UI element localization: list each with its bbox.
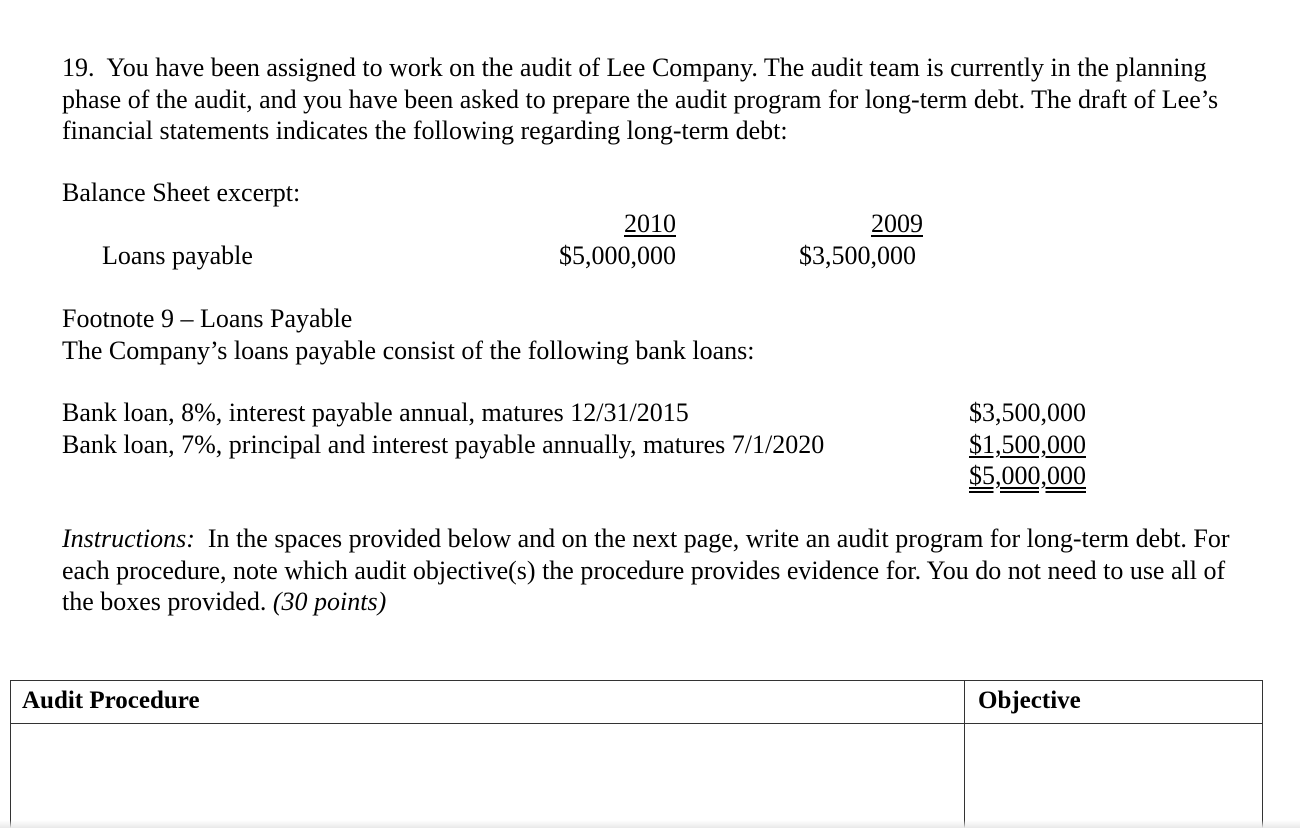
loans-total: $5,000,000 — [969, 461, 1086, 490]
balance-sheet-year-2010: 2010 — [624, 209, 676, 238]
balance-sheet-value-2010: $5,000,000 — [559, 241, 676, 270]
loan-amount: $1,500,000 — [969, 430, 1086, 459]
footnote-intro: The Company’s loans payable consist of the following bank loans: — [62, 336, 755, 365]
instructions-label: Instructions: — [62, 524, 195, 553]
audit-program-table — [10, 680, 1263, 828]
balance-sheet-year-2009: 2009 — [871, 209, 923, 238]
question-paragraph — [62, 52, 1262, 147]
loan-description: Bank loan, 8%, interest payable annual, matures 12/31/2015 — [62, 398, 689, 427]
balance-sheet-row-label: Loans payable — [102, 241, 253, 270]
table-header-divider — [11, 723, 1262, 724]
bottom-edge-shadow — [0, 820, 1300, 828]
column-header-objective: Objective — [978, 687, 1081, 714]
question-number: 19. — [62, 53, 95, 82]
loan-amount: $3,500,000 — [969, 398, 1086, 427]
instructions-points: (30 points) — [272, 587, 387, 616]
column-header-audit-procedure: Audit Procedure — [22, 687, 200, 714]
objective-cell[interactable] — [966, 725, 1262, 828]
balance-sheet-heading: Balance Sheet excerpt: — [62, 178, 301, 207]
loan-description: Bank loan, 7%, principal and interest payable annually, matures 7/1/2020 — [62, 430, 825, 459]
footnote-title: Footnote 9 – Loans Payable — [62, 304, 353, 333]
balance-sheet-value-2009: $3,500,000 — [799, 241, 916, 270]
procedure-cell[interactable] — [11, 725, 963, 828]
instructions-text: In the spaces provided below and on the next page, write an audit program for long-term debt. For each procedure, note which audit objective(s) the procedure provides evidence for. You do not need to use all of the boxes provided. — [62, 524, 1230, 616]
question-text: You have been assigned to work on the audit of Lee Company. The audit team is currently in the planning phase of the audit, and you have been asked to prepare the audit program for long-term debt. The draft of Lee’s financial statements indicates the following regarding long-term debt: — [62, 53, 1219, 145]
table-column-divider — [964, 681, 965, 828]
instructions-paragraph — [62, 523, 1262, 618]
